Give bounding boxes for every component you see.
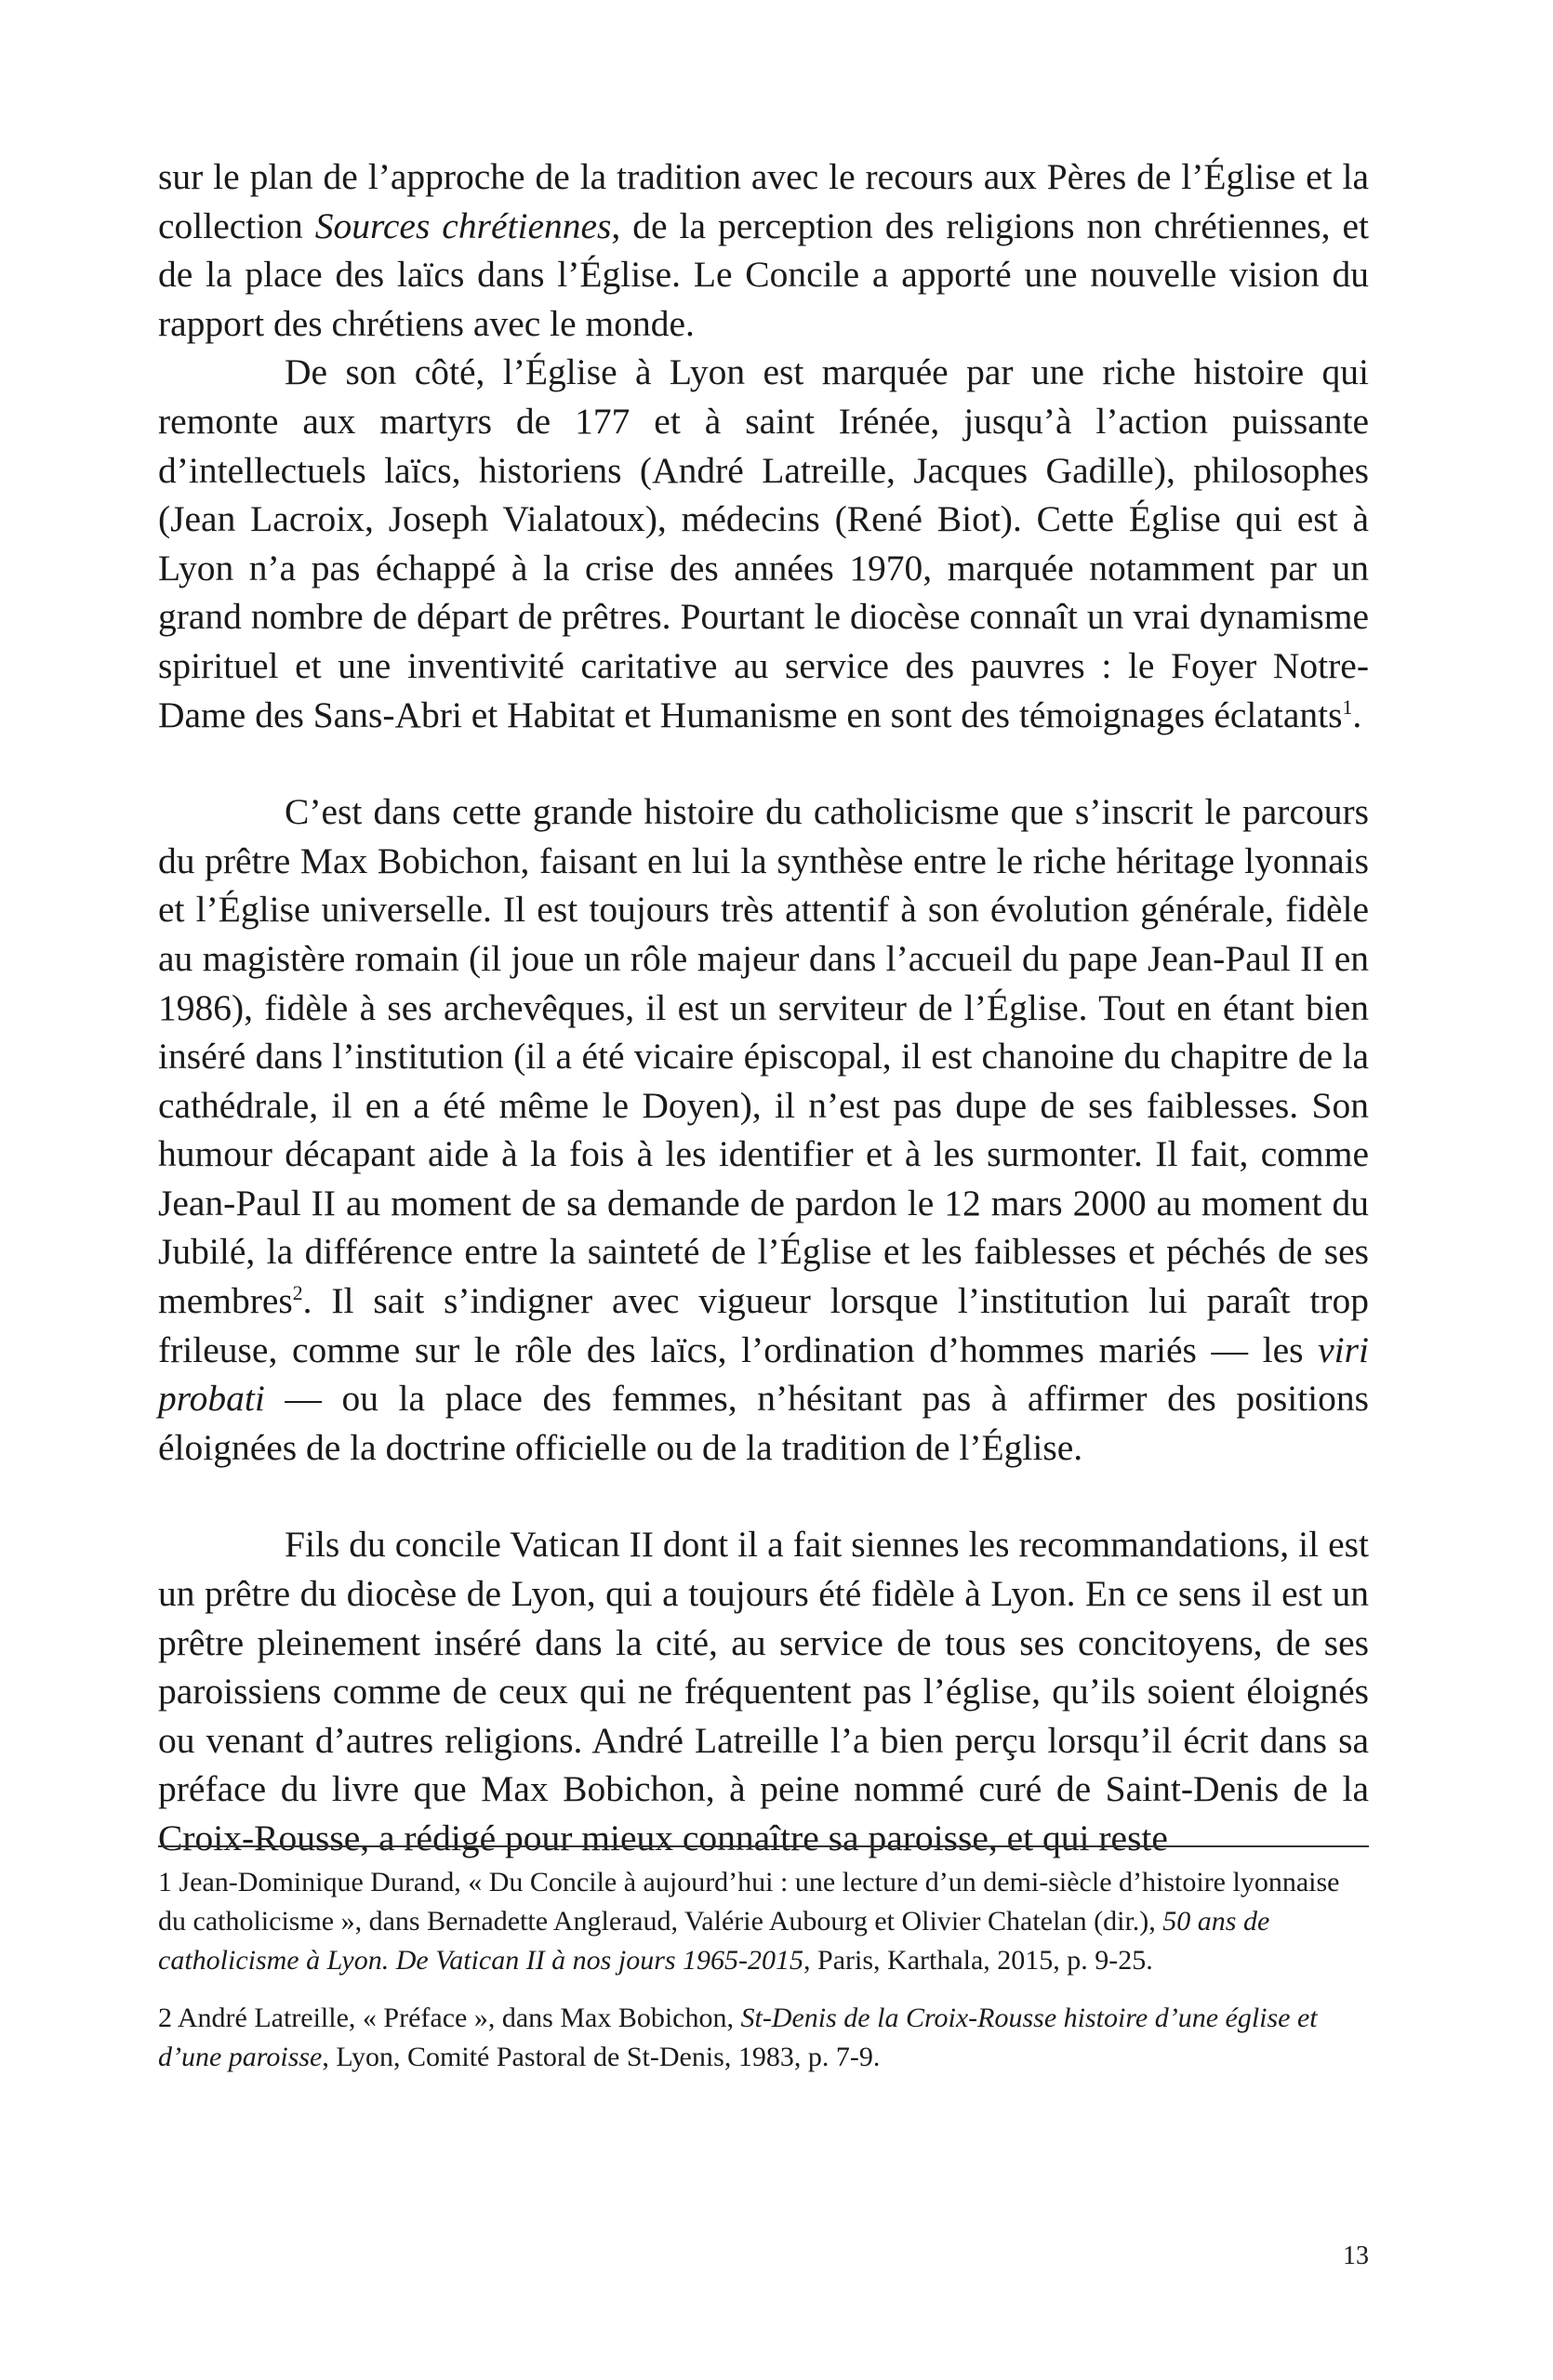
paragraph-1-text-a: sur le plan de l’approche de la tradition avec le recours aux Pères de l’Église et la collection <box>158 156 1369 246</box>
footnote-ref-2[interactable]: 2 <box>292 1281 303 1304</box>
paragraph-2-text-b: . <box>1352 694 1362 735</box>
paragraph-3-text-b: . Il sait s’indigner avec vigueur lorsque l’institution lui paraît trop frileuse, comme sur le rôle des laïcs, l’ordination d’hommes mariés — les <box>158 1280 1369 1370</box>
paragraph-3 <box>158 787 1369 1472</box>
paragraph-2 <box>158 348 1369 739</box>
footnote-1 <box>158 1863 1369 1980</box>
paragraph-1-text-c: , de la perception des religions non chrétiennes, et de la place des laïcs dans l’Église. Le Concile a apporté une nouvelle vision du rapport des chrétiens avec le monde. <box>158 205 1369 344</box>
footnote-2-text-a: 2 André Latreille, « Préface », dans Max Bobichon, <box>158 2003 741 2033</box>
footnote-divider <box>158 1845 1369 1847</box>
footnote-1-text-a: 1 Jean-Dominique Durand, « Du Concile à aujourd’hui : une lecture d’un demi-siècle d’histoire lyonnaise du catholicisme », dans Bernadette Angleraud, Valérie Aubourg et Olivier Chatelan (dir.), <box>158 1867 1340 1937</box>
page-number: 13 <box>1343 2241 1369 2270</box>
body-text <box>158 152 1369 1863</box>
footnote-1-italic-title: 50 ans de catholicisme à Lyon. De Vatican II à nos jours 1965-2015 <box>158 1906 1270 1976</box>
paragraph-2-text-a: De son côté, l’Église à Lyon est marquée par une riche histoire qui remonte aux martyrs de 177 et à saint Irénée, jusqu’à l’action puissante d’intellectuels laïcs, historiens (André Latreille, Jacques Gadille), philosophes (Jean Lacroix, Joseph Vialatoux), médecins (René Biot). Cette Église qui est à Lyon n’a pas échappé à la crise des années 1970, marquée notamment par un grand nombre de départ de prêtres. Pourtant le diocèse connaît un vrai dynamisme spirituel et une inventivité caritative au service des pauvres : le Foyer Notre-Dame des Sans-Abri et Habitat et Humanisme en sont des témoignages éclatants <box>158 351 1369 735</box>
paragraph-3-italic-term: viri probati <box>158 1329 1369 1420</box>
paragraph-4 <box>158 1520 1369 1862</box>
footnotes <box>158 1863 1369 2096</box>
footnote-ref-1[interactable]: 1 <box>1342 695 1353 719</box>
paragraph-4-text-a: Fils du concile Vatican II dont il a fait siennes les recommandations, il est un prêtre du diocèse de Lyon, qui a toujours été fidèle à Lyon. En ce sens il est un prêtre pleinement inséré dans la cité, au service de tous ses concitoyens, de ses paroissiens comme de ceux qui ne fréquentent pas l’église, qu’ils soient éloignés ou venant d’autres religions. André Latreille l’a bien perçu lorsqu’il écrit dans sa préface du livre que Max Bobichon, à peine nommé curé de Saint-Denis de la Croix-Rousse, a rédigé pour mieux connaître sa paroisse, et qui reste <box>158 1524 1369 1858</box>
footnote-2-italic-title: St-Denis de la Croix-Rousse histoire d’une église et d’une paroisse <box>158 2003 1318 2072</box>
paragraph-3-text-d: — ou la place des femmes, n’hésitant pas à affirmer des positions éloignées de la doctrine officielle ou de la tradition de l’Église. <box>158 1378 1369 1468</box>
paragraph-3-text-a: C’est dans cette grande histoire du catholicisme que s’inscrit le parcours du prêtre Max Bobichon, faisant en lui la synthèse entre le riche héritage lyonnais et l’Église universelle. Il est toujours très attentif à son évolution générale, fidèle au magistère romain (il joue un rôle majeur dans l’accueil du pape Jean-Paul II en 1986), fidèle à ses archevêques, il est un serviteur de l’Église. Tout en étant bien inséré dans l’institution (il a été vicaire épiscopal, il est chanoine du chapitre de la cathédrale, il en a été même le Doyen), il n’est pas dupe de ses faiblesses. Son humour décapant aide à la fois à les identifier et à les surmonter. Il fait, comme Jean-Paul II au moment de sa demande de pardon le 12 mars 2000 au moment du Jubilé, la différence entre la sainteté de l’Église et les faiblesses et péchés de ses membres <box>158 791 1369 1322</box>
footnote-1-text-c: , Paris, Karthala, 2015, p. 9-25. <box>803 1945 1153 1976</box>
paragraph-1-italic-title: Sources chrétiennes <box>314 205 612 246</box>
footnote-2 <box>158 1999 1369 2077</box>
paragraph-1 <box>158 152 1369 348</box>
footnote-2-text-c: , Lyon, Comité Pastoral de St-Denis, 1983, p. 7-9. <box>322 2042 881 2072</box>
